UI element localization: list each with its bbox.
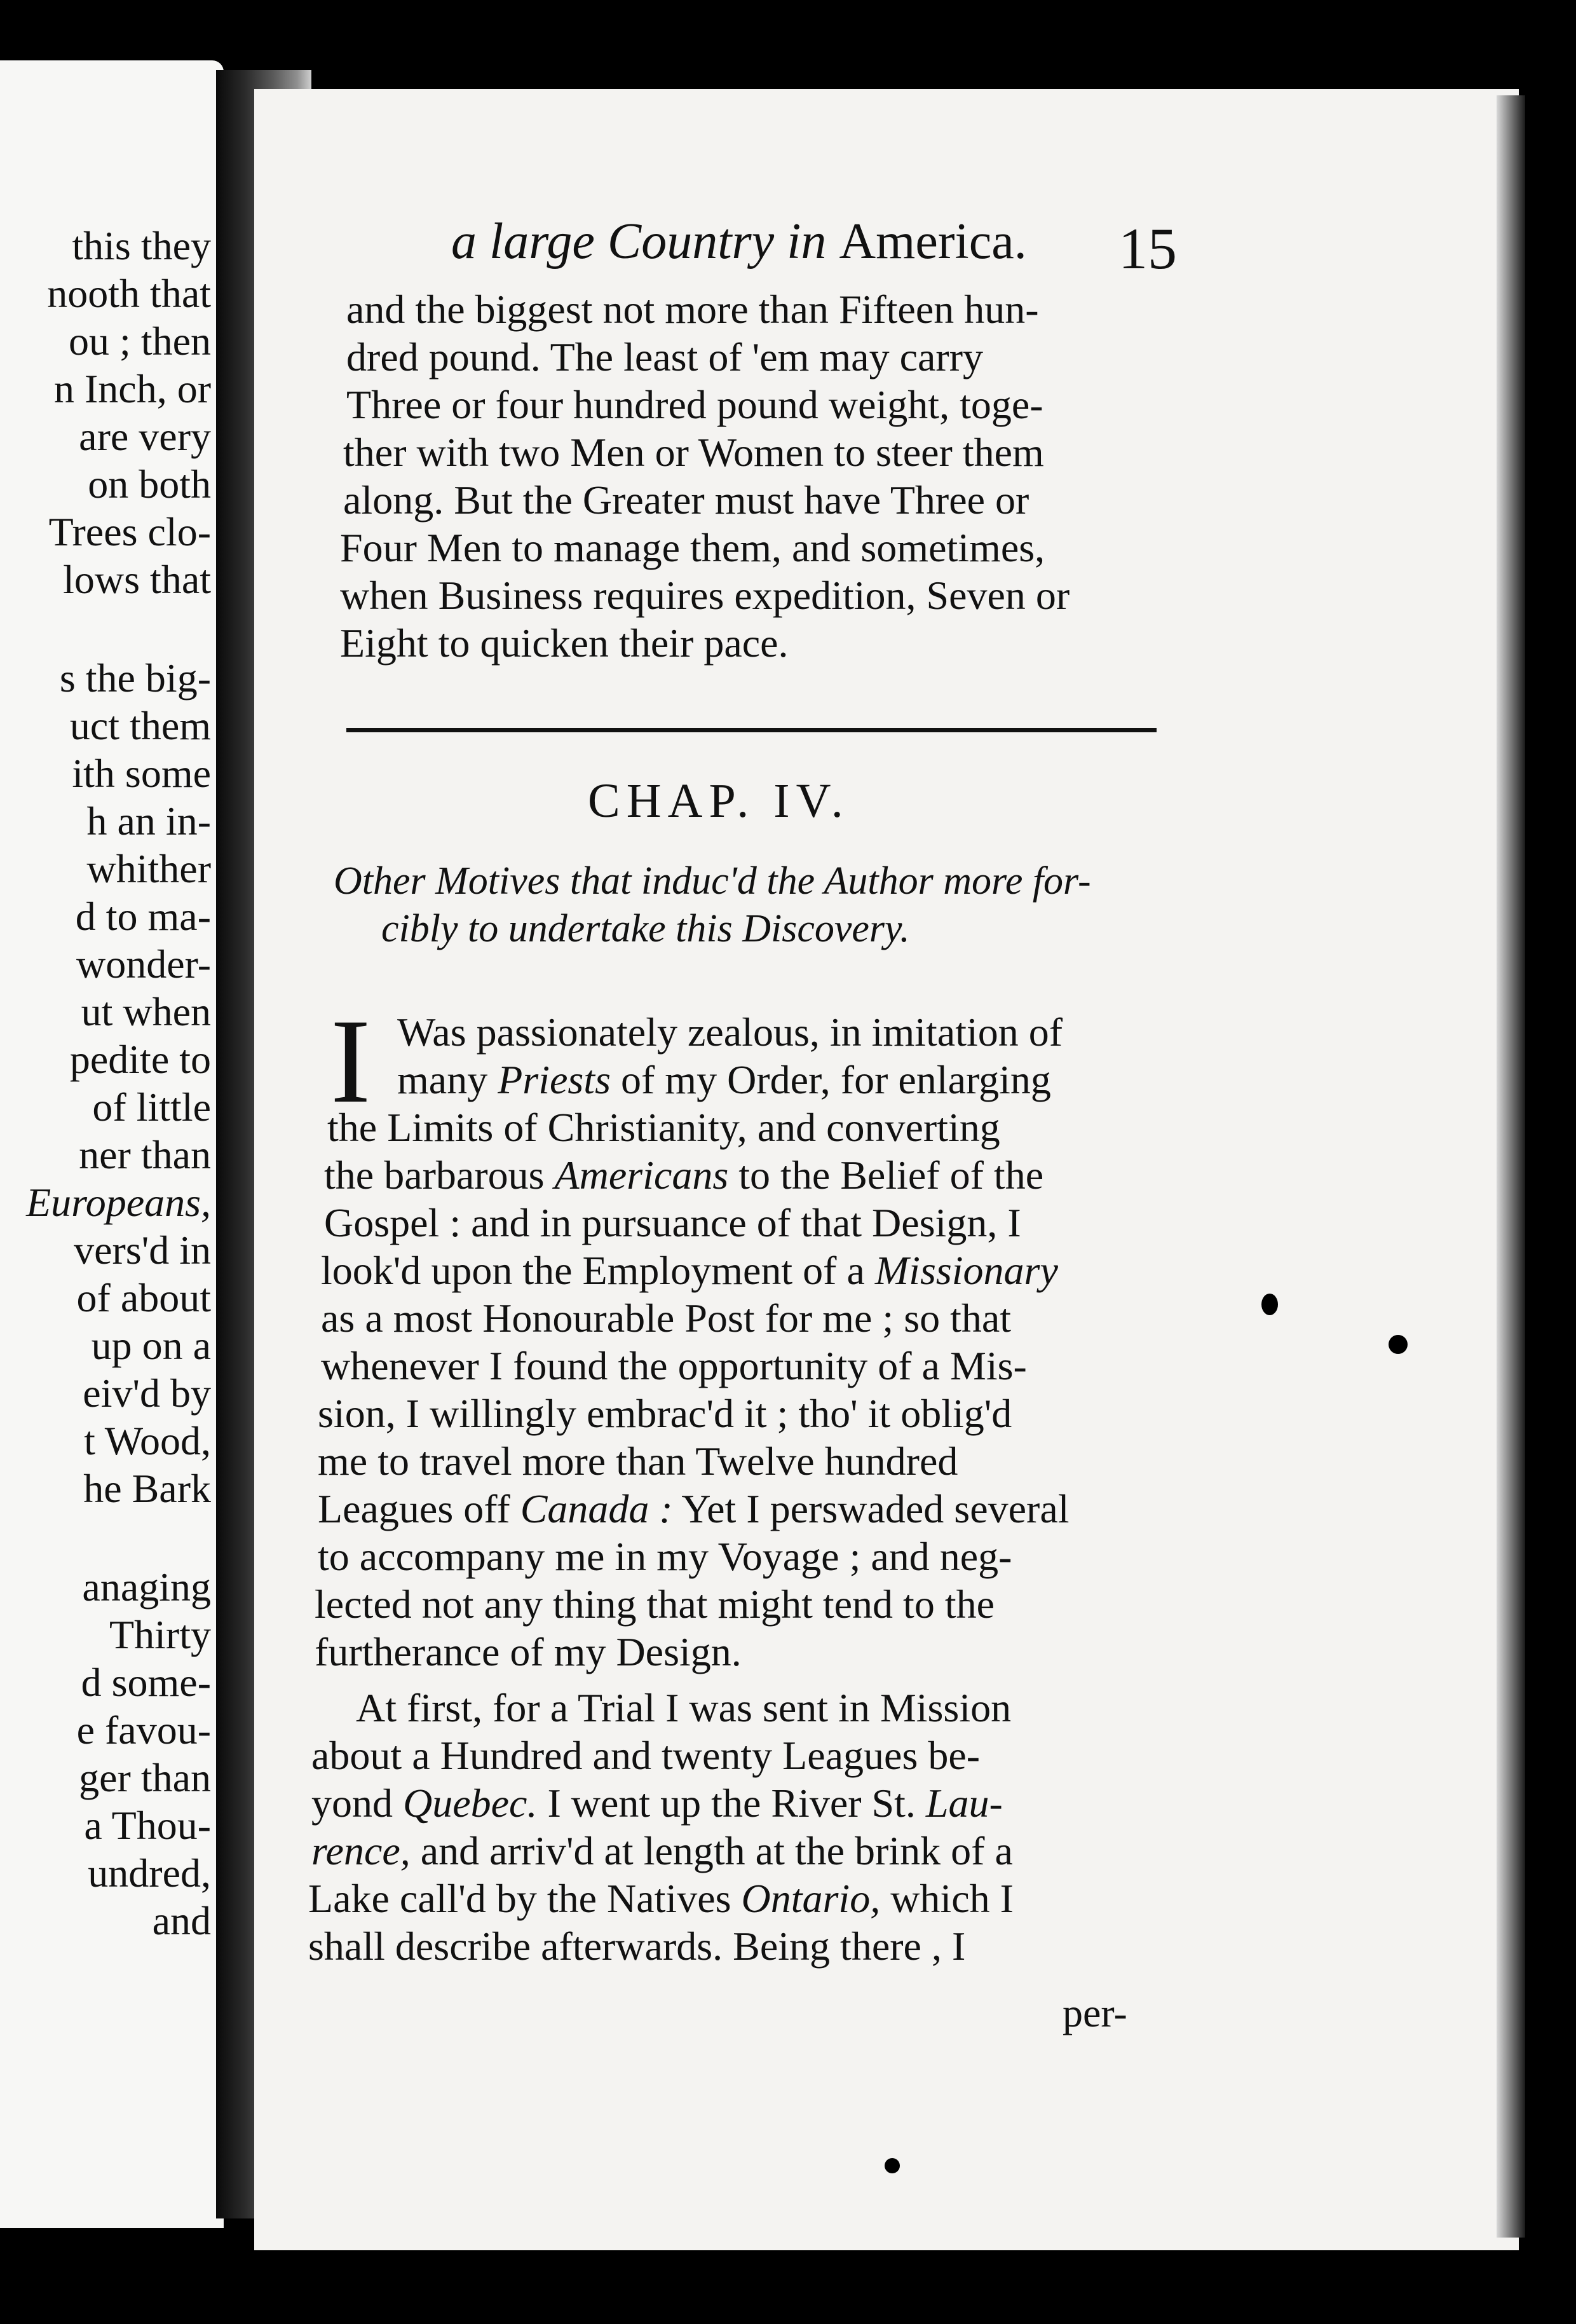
running-head-roman: America. [839, 214, 1027, 270]
text-run: At first, for a Trial I was sent in Mission [356, 1685, 1012, 1730]
left-page-line: ut when [81, 989, 211, 1034]
left-page-line: ner than [79, 1132, 211, 1177]
left-page-line: lows that [63, 557, 211, 602]
text-run: which I [880, 1876, 1014, 1921]
left-page-line: and [152, 1898, 211, 1943]
text-run: look'd upon the Employment of a [321, 1248, 875, 1293]
second-paragraph-line [308, 1926, 965, 1967]
body-line [318, 1393, 1012, 1434]
left-page-line: s the big- [59, 655, 211, 701]
running-head-italic: a large Country in [451, 214, 827, 270]
top-paragraph-line: when Business requires expedition, Seven or [340, 573, 1070, 618]
left-page-line: n Inch, or [53, 366, 211, 411]
text-run: lected not any thing that might tend to the [315, 1582, 995, 1627]
text-run: furtherance of my Design. [315, 1629, 742, 1674]
left-page-line: ger than [79, 1755, 211, 1800]
body-line [327, 1107, 1000, 1148]
ink-speck [885, 2158, 900, 2173]
text-run: many [397, 1057, 498, 1102]
left-page-line: a Thou- [84, 1803, 211, 1848]
text-run: Lake call'd by the Natives [308, 1876, 742, 1921]
left-page-line: on both [88, 461, 211, 507]
text-run: yond [311, 1781, 403, 1826]
chapter-subtitle-line-2: cibly to undertake this Discovery. [381, 907, 910, 950]
top-paragraph-line: along. But the Greater must have Three or [343, 477, 1029, 523]
left-page-line: anaging [82, 1564, 211, 1610]
left-page-line: wonder- [76, 941, 211, 987]
left-page-line: are very [79, 414, 211, 459]
left-page-line: ou ; then [69, 318, 211, 364]
italic-text: Missionary [874, 1248, 1058, 1293]
text-run: I went up the River St. [537, 1781, 926, 1826]
italic-text: Americans [554, 1152, 729, 1198]
italic-text: Ontario, [741, 1876, 881, 1921]
ink-speck [172, 2276, 188, 2292]
left-page-line: undred, [88, 1850, 211, 1896]
chapter-rule [346, 728, 1157, 732]
chapter-heading: CHAP. IV. [588, 774, 850, 828]
body-line [315, 1629, 742, 1674]
left-page-line: of about [76, 1275, 211, 1320]
body-first-line: Was passionately zealous, in imitation of [397, 1009, 1063, 1055]
body-line [318, 1486, 1070, 1531]
top-paragraph-line: Eight to quicken their pace. [340, 620, 789, 666]
page-number: 15 [1118, 216, 1177, 281]
italic-text: rence, [311, 1828, 411, 1873]
left-page-line: whither [86, 846, 211, 891]
text-run: Yet I perswaded several [672, 1486, 1070, 1531]
body-line [318, 1441, 958, 1482]
text-run: whenever I found the opportunity of a Mis- [321, 1343, 1027, 1388]
left-page-line: Trees clo- [48, 509, 211, 554]
text-run: as a most Honourable Post for me ; so that [321, 1295, 1012, 1341]
running-head [451, 214, 1027, 270]
left-page-line: eiv'd by [83, 1370, 211, 1416]
body-line [318, 1536, 1012, 1577]
text-run: to accompany me in my Voyage ; and neg- [318, 1534, 1012, 1579]
previous-page [0, 60, 224, 2228]
text-run: about a Hundred and twenty Leagues be- [311, 1733, 981, 1778]
left-page-line: this they [72, 223, 211, 268]
left-page-line: ith some [72, 751, 211, 796]
second-paragraph-line [311, 1828, 1013, 1873]
text-run: me to travel more than Twelve hundred [318, 1439, 958, 1484]
catchword: per- [1063, 1990, 1127, 2035]
left-page-line: Thirty [109, 1612, 211, 1657]
body-line [315, 1584, 995, 1625]
second-paragraph-line [311, 1735, 980, 1776]
chapter-subtitle-line-1: Other Motives that induc'd the Author more for- [334, 859, 1091, 903]
text-run: Gospel : and in pursuance of that Design, I [324, 1200, 1021, 1245]
top-paragraph-line: and the biggest not more than Fifteen hun- [346, 287, 1039, 332]
text-run: the barbarous [324, 1152, 555, 1198]
top-paragraph-line: Three or four hundred pound weight, toge- [346, 382, 1043, 427]
drop-cap: I [330, 995, 371, 1128]
italic-text: Lau- [925, 1781, 1003, 1826]
ink-speck [1389, 1335, 1408, 1354]
second-paragraph-line [308, 1878, 1014, 1919]
left-page-line: h an in- [86, 798, 211, 844]
text-run: sion, I willingly embrac'd it ; tho' it oblig'd [318, 1391, 1012, 1436]
text-run: and arriv'd at length at the brink of a [410, 1828, 1013, 1873]
italic-text: Quebec. [403, 1781, 538, 1826]
body-line [324, 1200, 1021, 1245]
second-paragraph-line [356, 1685, 1012, 1730]
body-line [324, 1152, 1044, 1198]
left-page-line: nooth that [47, 271, 211, 316]
italic-text: Priests [498, 1057, 611, 1102]
left-page-line: Europeans, [26, 1180, 211, 1225]
page-edge-shadow [1497, 95, 1525, 2238]
text-run: shall describe afterwards. Being there , I [308, 1924, 966, 1969]
top-paragraph-line: Four Men to manage them, and sometimes, [340, 525, 1045, 570]
top-paragraph-line: dred pound. The least of 'em may carry [346, 334, 983, 379]
text-run: to the Belief of the [728, 1152, 1044, 1198]
left-page-line: t Wood, [84, 1418, 211, 1463]
left-page-line: d some- [81, 1660, 211, 1705]
body-line [321, 1295, 1012, 1341]
left-page-line: e favou- [76, 1707, 211, 1753]
left-page-line: he Bark [83, 1466, 211, 1511]
second-paragraph-line [311, 1783, 1003, 1824]
top-paragraph-line: ther with two Men or Women to steer them [343, 430, 1044, 475]
left-page-line: up on a [91, 1323, 211, 1368]
left-page-line: pedite to [69, 1037, 211, 1082]
body-line [321, 1250, 1058, 1291]
text-run: Leagues off [318, 1486, 520, 1531]
text-run: of my Order, for enlarging [610, 1057, 1051, 1102]
italic-text: Canada : [520, 1486, 673, 1531]
body-line [397, 1057, 1051, 1102]
left-page-line: uct them [69, 703, 211, 748]
left-page-line: of little [92, 1084, 211, 1130]
ink-speck [1261, 1294, 1278, 1315]
left-page-line: vers'd in [74, 1227, 211, 1273]
body-line [321, 1343, 1027, 1388]
left-page-line: d to ma- [75, 894, 211, 939]
text-run: the Limits of Christianity, and converting [327, 1105, 1000, 1150]
